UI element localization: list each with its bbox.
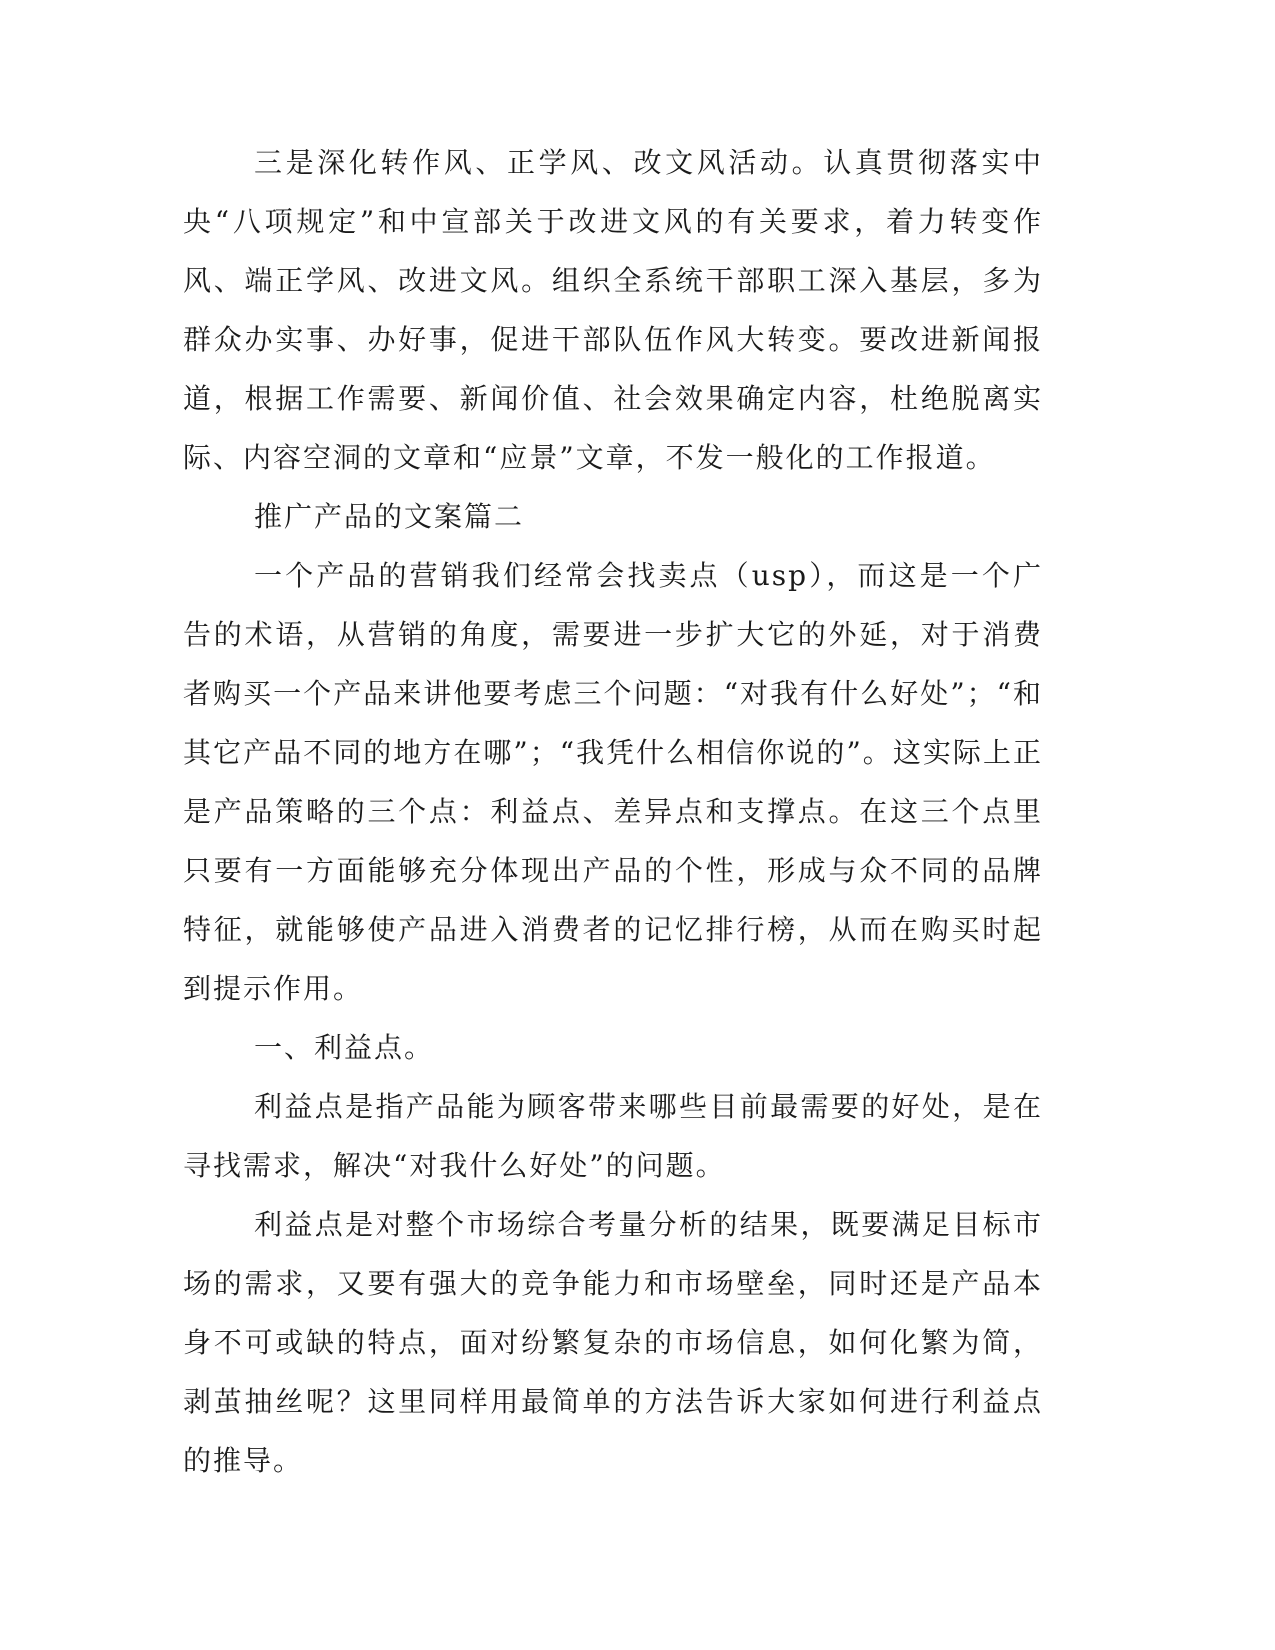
- paragraph-benefit-definition: 利益点是指产品能为顾客带来哪些目前最需要的好处，是在寻找需求，解决“对我什么好处”的问题。: [183, 1090, 1043, 1182]
- paragraph-benefit-analysis: 利益点是对整个市场综合考量分析的结果，既要满足目标市场的需求，又要有强大的竞争能力和市场壁垒，同时还是产品本身不可或缺的特点，面对纷繁复杂的市场信息，如何化繁为简，剥茧抽丝呢？这里同样用最简单的方法告诉大家如何进行利益点的推导。: [183, 1208, 1043, 1477]
- paragraph-usp: 一个产品的营销我们经常会找卖点（usp），而这是一个广告的术语，从营销的角度，需要进一步扩大它的外延，对于消费者购买一个产品来讲他要考虑三个问题：“对我有什么好处”；“和其它产品不同的地方在哪”；“我凭什么相信你说的”。这实际上正是产品策略的三个点：利益点、差异点和支撑点。在这三个点里只要有一方面能够充分体现出产品的个性，形成与众不同的品牌特征，就能够使产品进入消费者的记忆排行榜，从而在购买时起到提示作用。: [183, 559, 1043, 1005]
- section-heading-part-two: 推广产品的文案篇二: [254, 500, 525, 533]
- document-body: [183, 133, 1043, 1490]
- subheading-benefit-point: 一、利益点。: [254, 1031, 435, 1064]
- paragraph-work-style: 三是深化转作风、正学风、改文风活动。认真贯彻落实中央“八项规定”和中宣部关于改进文风的有关要求，着力转变作风、端正学风、改进文风。组织全系统干部职工深入基层，多为群众办实事、办好事，促进干部队伍作风大转变。要改进新闻报道，根据工作需要、新闻价值、社会效果确定内容，杜绝脱离实际、内容空洞的文章和“应景”文章，不发一般化的工作报道。: [183, 146, 1043, 474]
